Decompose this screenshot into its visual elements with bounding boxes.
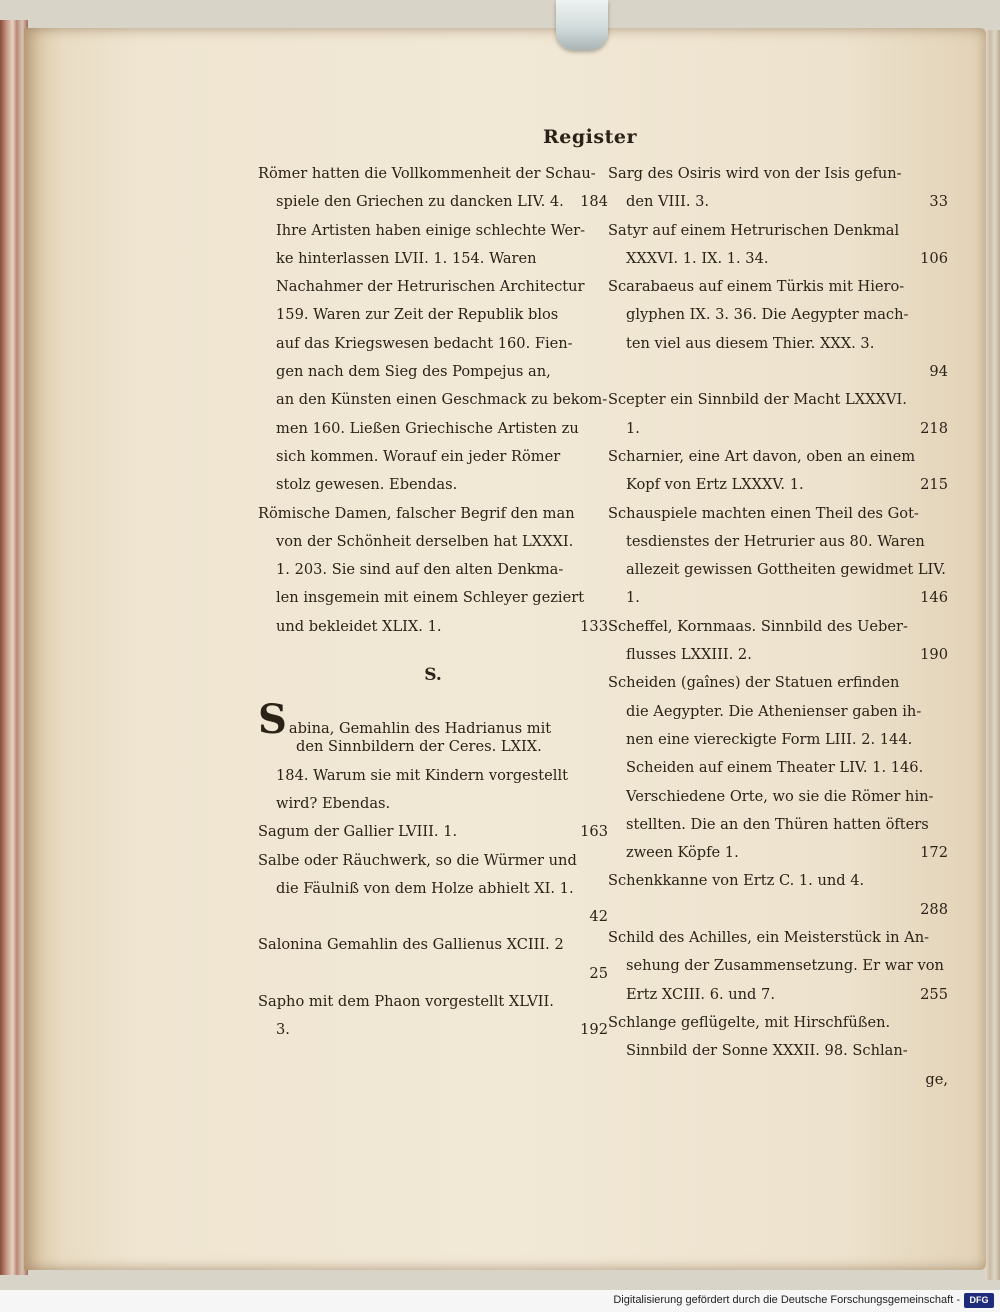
page-number: 106 — [920, 249, 948, 267]
index-line — [608, 386, 948, 414]
index-line — [258, 528, 608, 556]
entry-text: Salonina Gemahlin des Gallienus XCIII. 2 — [258, 936, 564, 954]
index-entry — [608, 867, 948, 924]
index-line — [608, 924, 948, 952]
index-line — [608, 783, 948, 811]
index-line — [608, 867, 948, 895]
index-line — [258, 160, 608, 188]
index-line — [258, 273, 608, 301]
entry-text: Kopf von Ertz LXXXV. 1. — [626, 476, 804, 494]
index-line — [608, 698, 948, 726]
entry-text: Scheiden (gaînes) der Statuen erfinden — [608, 674, 900, 692]
index-entry — [258, 818, 608, 846]
index-line — [258, 443, 608, 471]
page-number: 146 — [920, 589, 948, 607]
index-line — [608, 160, 948, 188]
entry-text: den VIII. 3. — [626, 193, 710, 211]
index-line — [258, 960, 608, 988]
page-number: 288 — [920, 900, 948, 918]
entry-text: ten viel aus diesem Thier. XXX. 3. — [626, 334, 875, 352]
index-line — [258, 988, 608, 1016]
index-entry — [258, 696, 608, 818]
index-line — [608, 217, 948, 245]
index-entry — [608, 160, 948, 217]
page-number: 255 — [920, 985, 948, 1003]
entry-text: zween Köpfe 1. — [626, 844, 739, 862]
dropcap-letter: S — [258, 696, 287, 744]
index-line — [608, 528, 948, 556]
entry-text: sich kommen. Worauf ein jeder Römer — [276, 447, 561, 465]
index-entry — [608, 386, 948, 443]
page-number: 42 — [589, 908, 608, 926]
dfg-logo: DFG — [964, 1293, 994, 1308]
entry-text: von der Schönheit derselben hat LXXXI. — [276, 532, 574, 550]
entry-text: Nachahmer der Hetrurischen Architectur — [276, 278, 585, 296]
entry-text: Sagum der Gallier LVIII. 1. — [258, 823, 458, 841]
entry-text: Satyr auf einem Hetrurischen Denkmal — [608, 221, 900, 239]
index-line — [608, 273, 948, 301]
index-line — [608, 669, 948, 697]
index-line — [258, 245, 608, 273]
index-entry — [608, 1009, 948, 1094]
index-line — [608, 245, 948, 273]
index-entry — [608, 669, 948, 867]
index-entry — [258, 500, 608, 641]
page-number: 133 — [580, 617, 608, 635]
entry-text: gen nach dem Sieg des Pompejus an, — [276, 363, 551, 381]
page-number: 25 — [589, 964, 608, 982]
entry-text: XXXVI. 1. IX. 1. 34. — [626, 249, 769, 267]
index-line — [608, 443, 948, 471]
index-line — [258, 330, 608, 358]
index-line — [258, 790, 608, 818]
index-line — [608, 301, 948, 329]
entry-text: glyphen IX. 3. 36. Die Aegypter mach- — [626, 306, 909, 324]
entry-text: stellten. Die an den Thüren hatten öfters — [626, 815, 929, 833]
index-line — [608, 188, 948, 216]
entry-text: Ihre Artisten haben einige schlechte Wer- — [276, 221, 586, 239]
entry-text: Salbe oder Räuchwerk, so die Würmer und — [258, 851, 577, 869]
entry-text: Scheffel, Kornmaas. Sinnbild des Ueber- — [608, 617, 908, 635]
entry-text: stolz gewesen. Ebendas. — [276, 476, 458, 494]
index-entry — [258, 931, 608, 988]
footer-credit: Digitalisierung gefördert durch die Deutsche Forschungsgemeinschaft - — [613, 1294, 960, 1306]
entry-text: nen eine viereckigte Form LIII. 2. 144. — [626, 730, 913, 748]
right-column — [608, 160, 948, 1094]
index-entry — [608, 613, 948, 670]
index-line — [608, 1037, 948, 1065]
entry-text: Schenkkanne von Ertz C. 1. und 4. — [608, 872, 865, 890]
index-entry — [258, 847, 608, 932]
running-head: Register — [543, 126, 637, 148]
entry-text: 1. — [626, 589, 640, 607]
page-number: 94 — [929, 363, 948, 381]
index-line — [258, 415, 608, 443]
page-number: 215 — [920, 476, 948, 494]
index-line — [258, 500, 608, 528]
index-line — [258, 584, 608, 612]
index-line — [258, 188, 608, 216]
index-line — [258, 733, 608, 761]
entry-text: men 160. Ließen Griechische Artisten zu — [276, 419, 579, 437]
index-line — [258, 386, 608, 414]
entry-text: und bekleidet XLIX. 1. — [276, 617, 442, 635]
entry-text: abina, Gemahlin des Hadrianus mit — [288, 720, 552, 738]
entry-text: ge, — [925, 1070, 948, 1088]
entry-text: Sarg des Osiris wird von der Isis gefun- — [608, 165, 902, 182]
entry-text: wird? Ebendas. — [276, 794, 391, 812]
index-line — [258, 556, 608, 584]
index-line — [608, 754, 948, 782]
index-line — [608, 896, 948, 924]
entry-text: 184. Warum sie mit Kindern vorgestellt — [276, 766, 568, 784]
index-line — [258, 847, 608, 875]
index-line — [258, 301, 608, 329]
entry-text: Römische Damen, falscher Begrif den man — [258, 504, 575, 522]
index-line — [258, 762, 608, 790]
entry-text: sehung der Zusammensetzung. Er war von — [626, 957, 944, 975]
entry-text: Ertz XCIII. 6. und 7. — [626, 985, 775, 1003]
index-entry — [608, 924, 948, 1009]
index-line — [608, 641, 948, 669]
index-entry — [608, 273, 948, 386]
page-number: 184 — [580, 193, 608, 211]
index-line — [608, 1066, 948, 1094]
entry-text: ke hinterlassen LVII. 1. 154. Waren — [276, 249, 537, 267]
entry-text: 1. — [626, 419, 640, 437]
entry-text: allezeit gewissen Gottheiten gewidmet LIV. — [626, 561, 946, 579]
page-number: 218 — [920, 419, 948, 437]
entry-text: Schlange geflügelte, mit Hirschfüßen. — [608, 1013, 891, 1031]
index-line — [258, 818, 608, 846]
index-line — [608, 330, 948, 358]
entry-text: auf das Kriegswesen bedacht 160. Fien- — [276, 334, 573, 352]
index-line — [608, 1009, 948, 1037]
page-number: 163 — [580, 823, 608, 841]
entry-text: den Sinnbildern der Ceres. LXIX. — [296, 738, 542, 756]
page-right-edge — [985, 30, 1000, 1280]
index-line — [608, 500, 948, 528]
index-entry — [258, 988, 608, 1045]
index-line — [258, 931, 608, 959]
entry-text: Scharnier, eine Art davon, oben an einem — [608, 447, 916, 465]
digitization-footer — [0, 1290, 1000, 1312]
index-entry — [608, 500, 948, 613]
entry-text: 159. Waren zur Zeit der Republik blos — [276, 306, 559, 324]
page-number: 192 — [580, 1021, 608, 1039]
index-line — [258, 358, 608, 386]
index-line — [258, 875, 608, 903]
page-number: 33 — [929, 193, 948, 211]
entry-text: die Aegypter. Die Athenienser gaben ih- — [626, 702, 922, 720]
index-line — [608, 839, 948, 867]
page-number: 190 — [920, 646, 948, 664]
index-line — [608, 584, 948, 612]
index-line — [608, 811, 948, 839]
section-letter: S. — [424, 665, 442, 686]
entry-text: Sinnbild der Sonne XXXII. 98. Schlan- — [626, 1042, 908, 1060]
entry-text: tesdienstes der Hetrurier aus 80. Waren — [626, 532, 925, 550]
entry-text: Sapho mit dem Phaon vorgestellt XLVII. — [258, 993, 554, 1011]
entry-text: len insgemein mit einem Schleyer geziert — [276, 589, 585, 607]
index-line — [608, 471, 948, 499]
index-line — [258, 613, 608, 641]
index-line — [258, 471, 608, 499]
left-column — [258, 160, 608, 1045]
index-line — [258, 696, 608, 744]
entry-text: 1. 203. Sie sind auf den alten Denkma- — [276, 561, 564, 579]
entry-text: flusses LXXIII. 2. — [626, 646, 752, 664]
page-number: 172 — [920, 844, 948, 862]
index-line — [608, 358, 948, 386]
entry-text: Scheiden auf einem Theater LIV. 1. 146. — [626, 759, 924, 777]
entry-text: Verschiedene Orte, wo sie die Römer hin- — [626, 787, 934, 805]
index-entry — [608, 443, 948, 500]
index-entry — [608, 217, 948, 274]
index-line — [608, 556, 948, 584]
index-entry — [258, 160, 608, 500]
index-line — [258, 903, 608, 931]
index-line — [608, 981, 948, 1009]
index-line — [608, 726, 948, 754]
index-line — [258, 217, 608, 245]
entry-text: die Fäulniß von dem Holze abhielt XI. 1. — [276, 879, 574, 897]
entry-text: an den Künsten einen Geschmack zu bekom- — [276, 391, 608, 409]
page-clip — [556, 0, 608, 50]
entry-text: Römer hatten die Vollkommenheit der Schau- — [258, 165, 596, 182]
entry-text: spiele den Griechen zu dancken LIV. 4. — [276, 193, 564, 211]
entry-text: Schauspiele machten einen Theil des Got- — [608, 504, 919, 522]
index-line — [608, 613, 948, 641]
index-line — [608, 952, 948, 980]
entry-text: Scepter ein Sinnbild der Macht LXXXVI. — [608, 391, 907, 409]
entry-text: Scarabaeus auf einem Türkis mit Hiero- — [608, 278, 905, 296]
index-line — [258, 1016, 608, 1044]
entry-text: 3. — [276, 1021, 290, 1039]
index-line — [608, 415, 948, 443]
entry-text: Schild des Achilles, ein Meisterstück in An- — [608, 929, 930, 947]
